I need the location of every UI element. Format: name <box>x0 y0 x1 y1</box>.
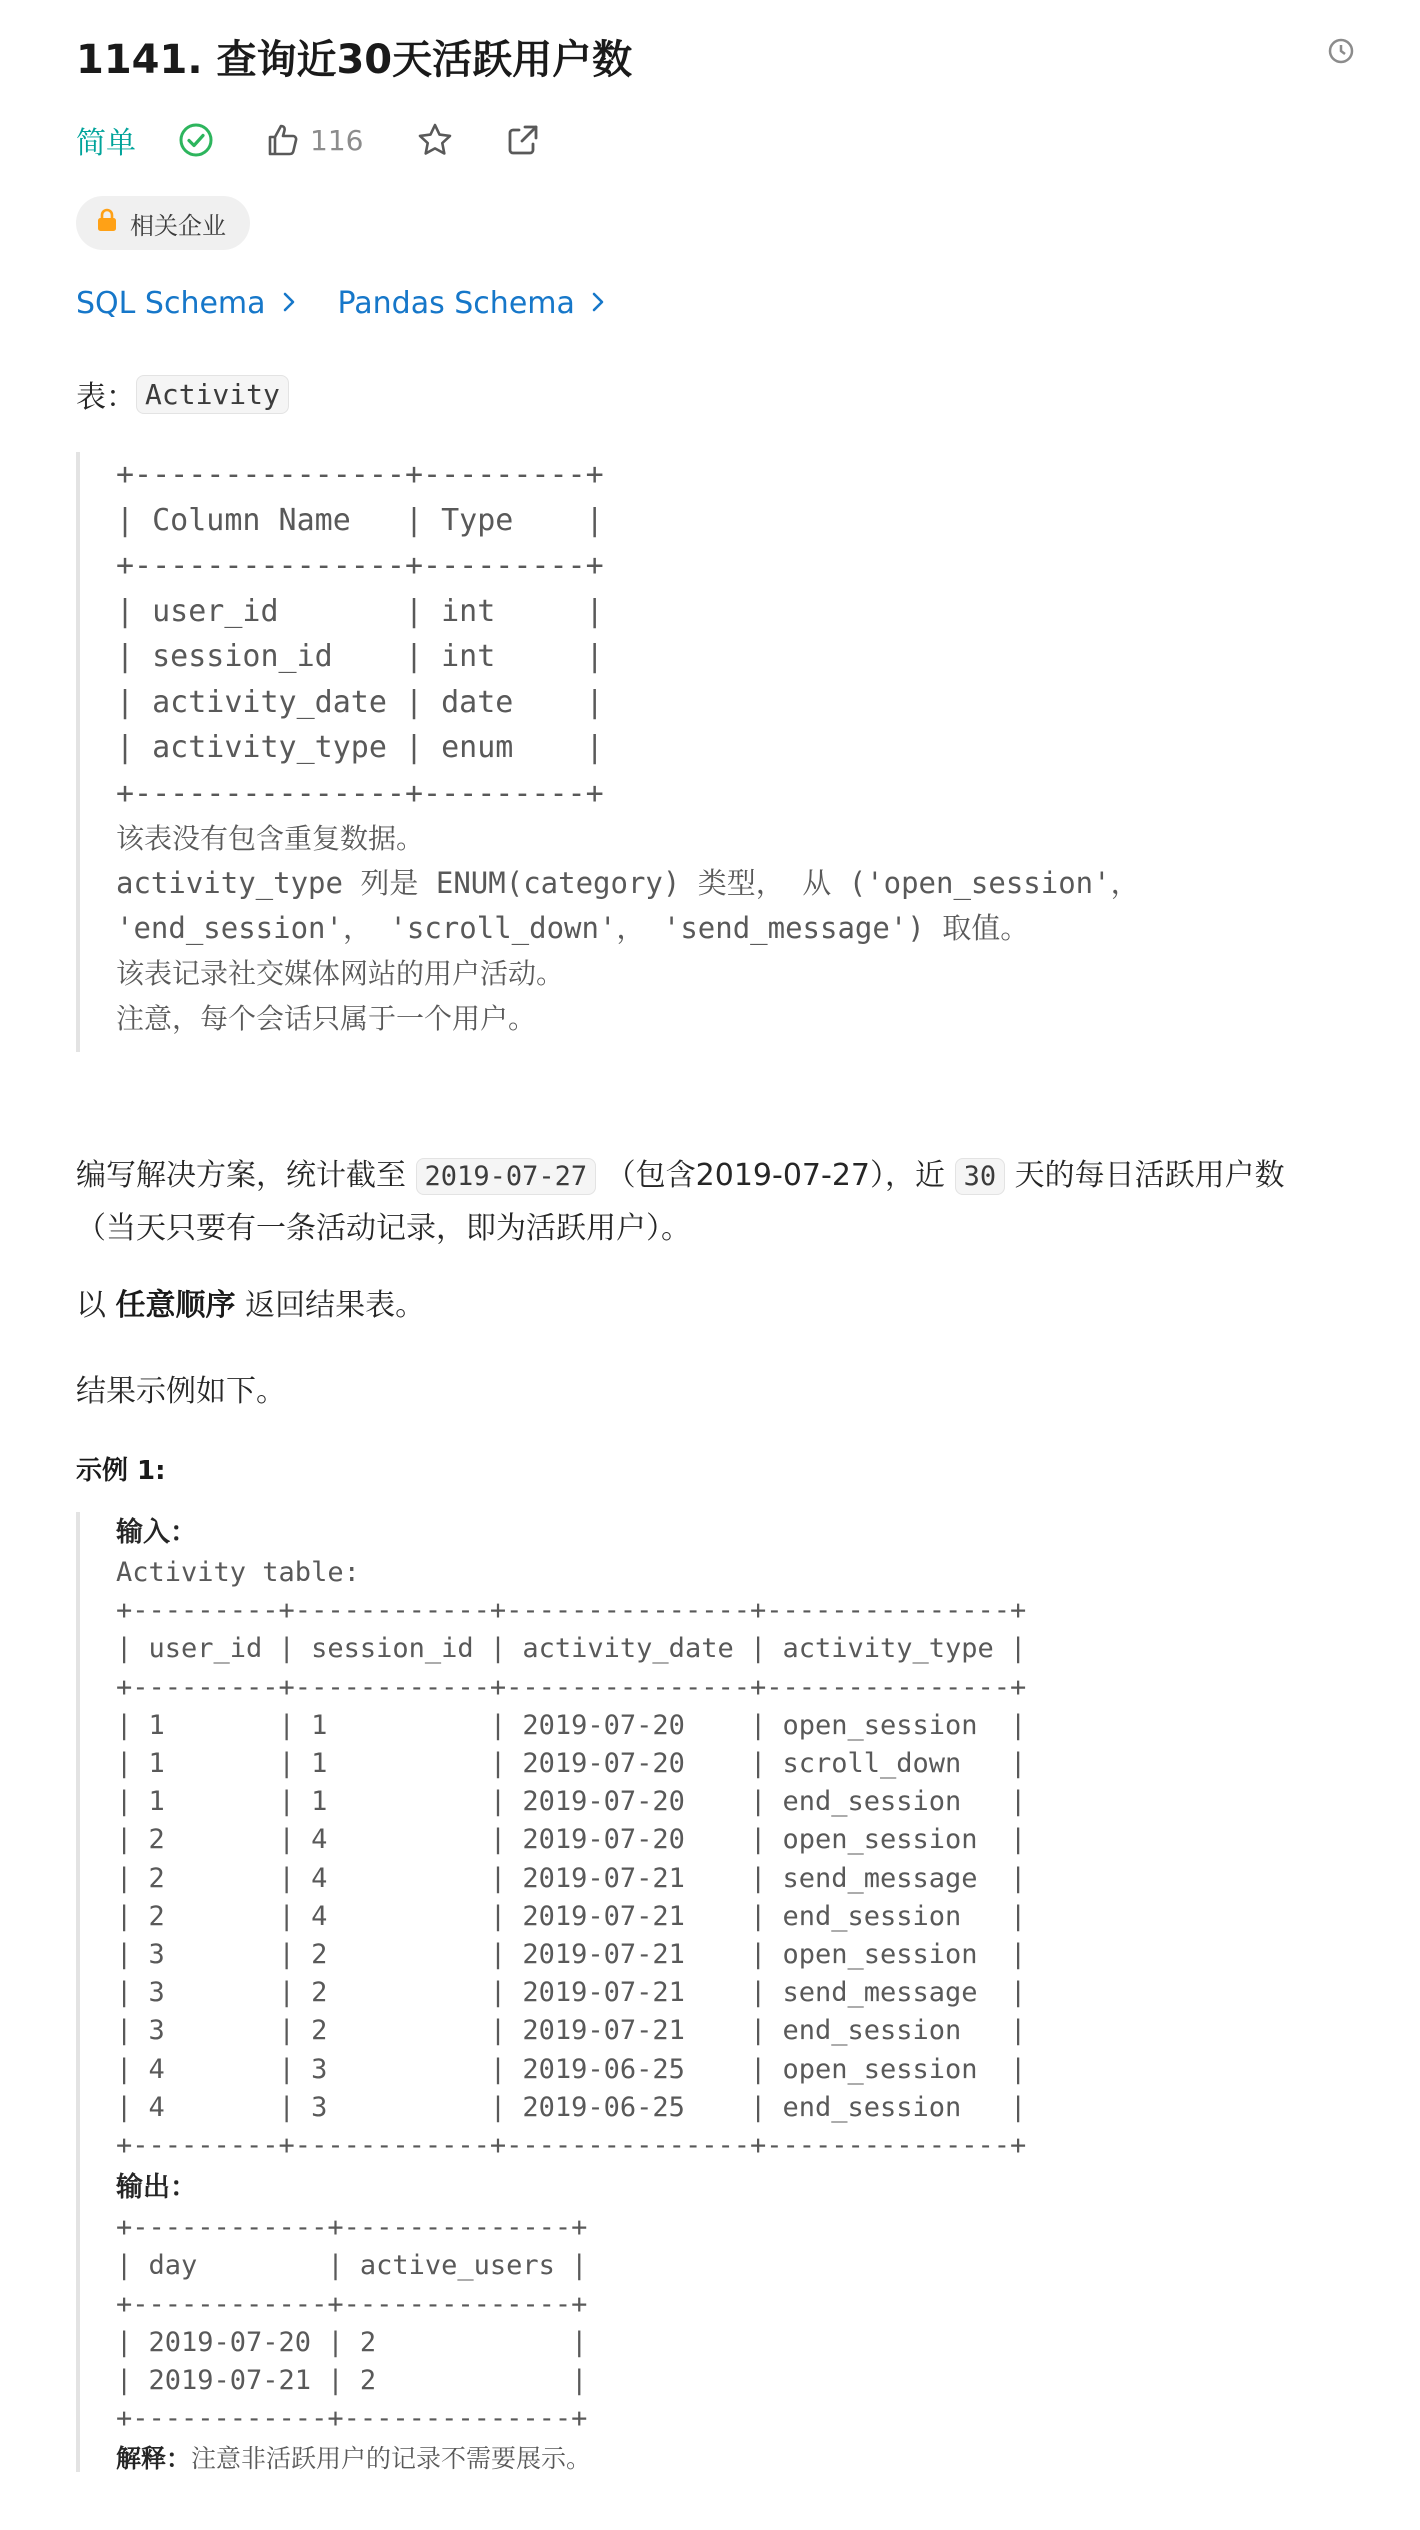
desc-text-b: （包含2019-07-27），近 <box>605 1158 946 1193</box>
schema-note-3: 该表记录社交媒体网站的用户活动。 <box>116 957 565 990</box>
desc-order-bold: 任意顺序 <box>115 1288 236 1323</box>
output-label: 输出： <box>116 2172 197 2204</box>
description-paragraph-1 <box>76 1150 1336 1255</box>
desc-order-text-a: 以 <box>76 1288 106 1323</box>
like-button[interactable] <box>264 121 363 159</box>
schema-table-text: +---------------+---------+ | Column Name | Type | +---------------+---------+ | user_id | int | | session_id | int | | activity_date | date | | activity_type | enum | +---------------+---------+ <box>116 457 604 811</box>
problem-title[interactable]: 1141. 查询近30天活跃用户数 <box>76 37 633 83</box>
difficulty-label: 简单 <box>76 126 136 161</box>
desc-date-code: 2019-07-27 <box>416 1158 597 1195</box>
pandas-schema-link[interactable] <box>338 286 605 321</box>
chevron-right-icon <box>575 286 605 321</box>
related-companies-tag[interactable] <box>76 196 250 250</box>
explanation-text: 注意非活跃用户的记录不需要展示。 <box>191 2444 592 2474</box>
explanation-label: 解释： <box>116 2444 192 2474</box>
desc-order-text-b: 返回结果表。 <box>245 1288 426 1323</box>
sql-schema-link[interactable] <box>76 286 296 321</box>
schema-links <box>76 286 647 321</box>
share-icon <box>503 120 543 160</box>
example-code-block <box>76 1512 1026 2472</box>
thumbs-up-icon <box>264 121 302 159</box>
pandas-schema-label: Pandas Schema <box>337 286 575 321</box>
desc-days-code: 30 <box>955 1158 1006 1195</box>
explanation <box>116 2438 1026 2480</box>
table-label-text: 表： <box>76 380 136 415</box>
example-title: 示例 1: <box>76 1456 166 1486</box>
schema-note-1: 该表没有包含重复数据。 <box>116 822 425 855</box>
favorite-button[interactable] <box>415 120 455 160</box>
share-button[interactable] <box>503 120 543 160</box>
input-label: 输入： <box>116 1517 197 1548</box>
like-count: 116 <box>310 123 364 157</box>
sql-schema-label: SQL Schema <box>76 286 266 321</box>
table-name-code: Activity <box>136 375 289 414</box>
desc-text-a: 编写解决方案，统计截至 <box>76 1158 406 1193</box>
schema-code-block <box>76 452 1140 1052</box>
schema-note-2: activity_type 列是 ENUM(category) 类型， 从 ('open_session'， 'end_session'， 'scroll_down'， 'send_message') 取值。 <box>116 866 1140 945</box>
table-label <box>76 372 289 416</box>
desc-text-c: 天的每日活跃用户数（当天只要有一条活动记录，即为活跃用户）。 <box>76 1158 1285 1246</box>
output-table-text: +------------+--------------+ | day | active_users | +------------+--------------+ | 2019-07-20 | 2 | | 2019-07-21 | 2 | +------------+--------------+ <box>116 2212 588 2435</box>
clock-icon[interactable] <box>1326 36 1356 66</box>
description-paragraph-2 <box>76 1280 1336 1332</box>
input-table-text: Activity table: +---------+------------+---------------+---------------+ | user_id | session_id | activity_date | activity_type | +---------+------------+---------------+---------------+ | 1 | 1 | 2019-07-20 | open_session | | 1 | 1 | 2019-07-20 | scroll_down | | 1 | 1 | 2019-07-20 | end_session | | 2 | 4 | 2019-07-20 | open_session | | 2 | 4 | 2019-07-21 | send_message | | 2 | 4 | 2019-07-21 | end_session | | 3 | 2 | 2019-07-21 | open_session | | 3 | 2 | 2019-07-21 | send_message | | 3 | 2 | 2019-07-21 | end_session | | 4 | 3 | 2019-06-25 | open_session | | 4 | 3 | 2019-06-25 | end_session | +---------+------------+---------------+---------------+ <box>116 1557 1027 2162</box>
related-companies-label: 相关企业 <box>130 211 226 240</box>
description-paragraph-3: 结果示例如下。 <box>76 1374 286 1409</box>
solved-check-icon <box>176 120 216 160</box>
chevron-right-icon <box>266 286 296 321</box>
problem-meta-bar <box>76 112 591 168</box>
lock-icon <box>96 208 130 238</box>
schema-note-4: 注意，每个会话只属于一个用户。 <box>116 1002 537 1035</box>
star-icon <box>415 120 455 160</box>
